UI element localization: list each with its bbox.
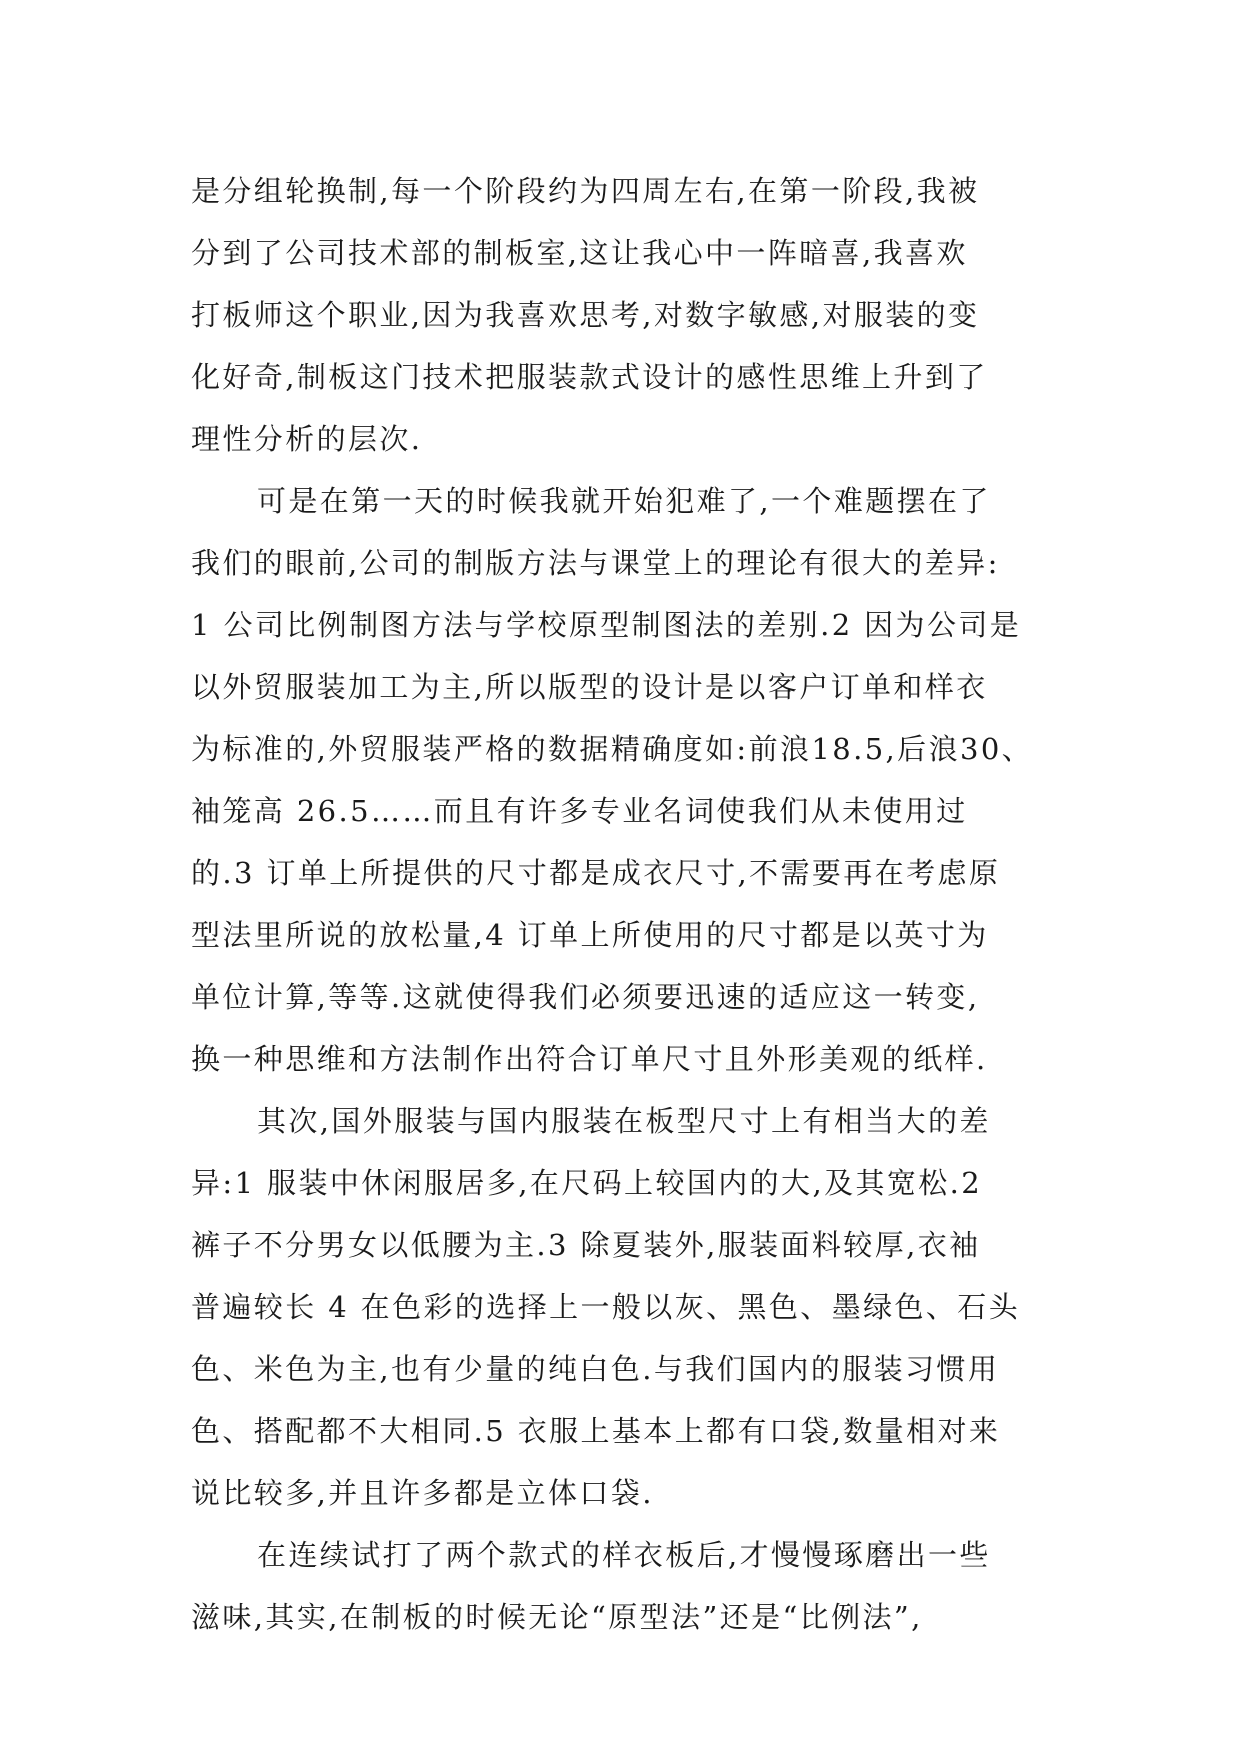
body-text	[191, 160, 1061, 1648]
text-line: 异:1 服装中休闲服居多,在尺码上较国内的大,及其宽松.2	[191, 1166, 983, 1200]
text-line: 理性分析的层次.	[191, 422, 423, 456]
text-line: 单位计算,等等.这就使得我们必须要迅速的适应这一转变,	[191, 980, 980, 1014]
text-line: 普遍较长 4 在色彩的选择上一般以灰、黑色、墨绿色、石头	[191, 1290, 1021, 1324]
text-line: 打板师这个职业,因为我喜欢思考,对数字敏感,对服装的变	[191, 298, 980, 332]
text-line: 滋味,其实,在制板的时候无论“原型法”还是“比例法”,	[191, 1600, 923, 1634]
text-line: 型法里所说的放松量,4 订单上所使用的尺寸都是以英寸为	[191, 918, 989, 952]
text-line: 的.3 订单上所提供的尺寸都是成衣尺寸,不需要再在考虑原	[191, 856, 1001, 890]
text-line: 换一种思维和方法制作出符合订单尺寸且外形美观的纸样.	[191, 1042, 988, 1076]
paragraph-first-line: 其次,国外服装与国内服装在板型尺寸上有相当大的差	[257, 1104, 991, 1138]
text-line: 是分组轮换制,每一个阶段约为四周左右,在第一阶段,我被	[191, 174, 980, 208]
text-line: 说比较多,并且许多都是立体口袋.	[191, 1476, 654, 1510]
text-line: 以外贸服装加工为主,所以版型的设计是以客户订单和样衣	[191, 670, 988, 704]
text-line: 袖笼高 26.5……而且有许多专业名词使我们从未使用过	[191, 794, 968, 828]
text-line: 分到了公司技术部的制板室,这让我心中一阵暗喜,我喜欢	[191, 236, 968, 270]
text-line: 裤子不分男女以低腰为主.3 除夏装外,服装面料较厚,衣袖	[191, 1228, 981, 1262]
text-line: 1 公司比例制图方法与学校原型制图法的差别.2 因为公司是	[191, 608, 1022, 642]
text-line: 色、搭配都不大相同.5 衣服上基本上都有口袋,数量相对来	[191, 1414, 1001, 1448]
text-line: 化好奇,制板这门技术把服装款式设计的感性思维上升到了	[191, 360, 988, 394]
paragraph-first-line: 可是在第一天的时候我就开始犯难了,一个难题摆在了	[257, 484, 991, 518]
paragraph-first-line: 在连续试打了两个款式的样衣板后,才慢慢琢磨出一些	[257, 1538, 991, 1572]
text-line: 我们的眼前,公司的制版方法与课堂上的理论有很大的差异:	[191, 546, 1000, 580]
text-line: 色、米色为主,也有少量的纯白色.与我们国内的服装习惯用	[191, 1352, 1000, 1386]
text-line: 为标准的,外贸服装严格的数据精确度如:前浪18.5,后浪30、	[191, 732, 1034, 766]
